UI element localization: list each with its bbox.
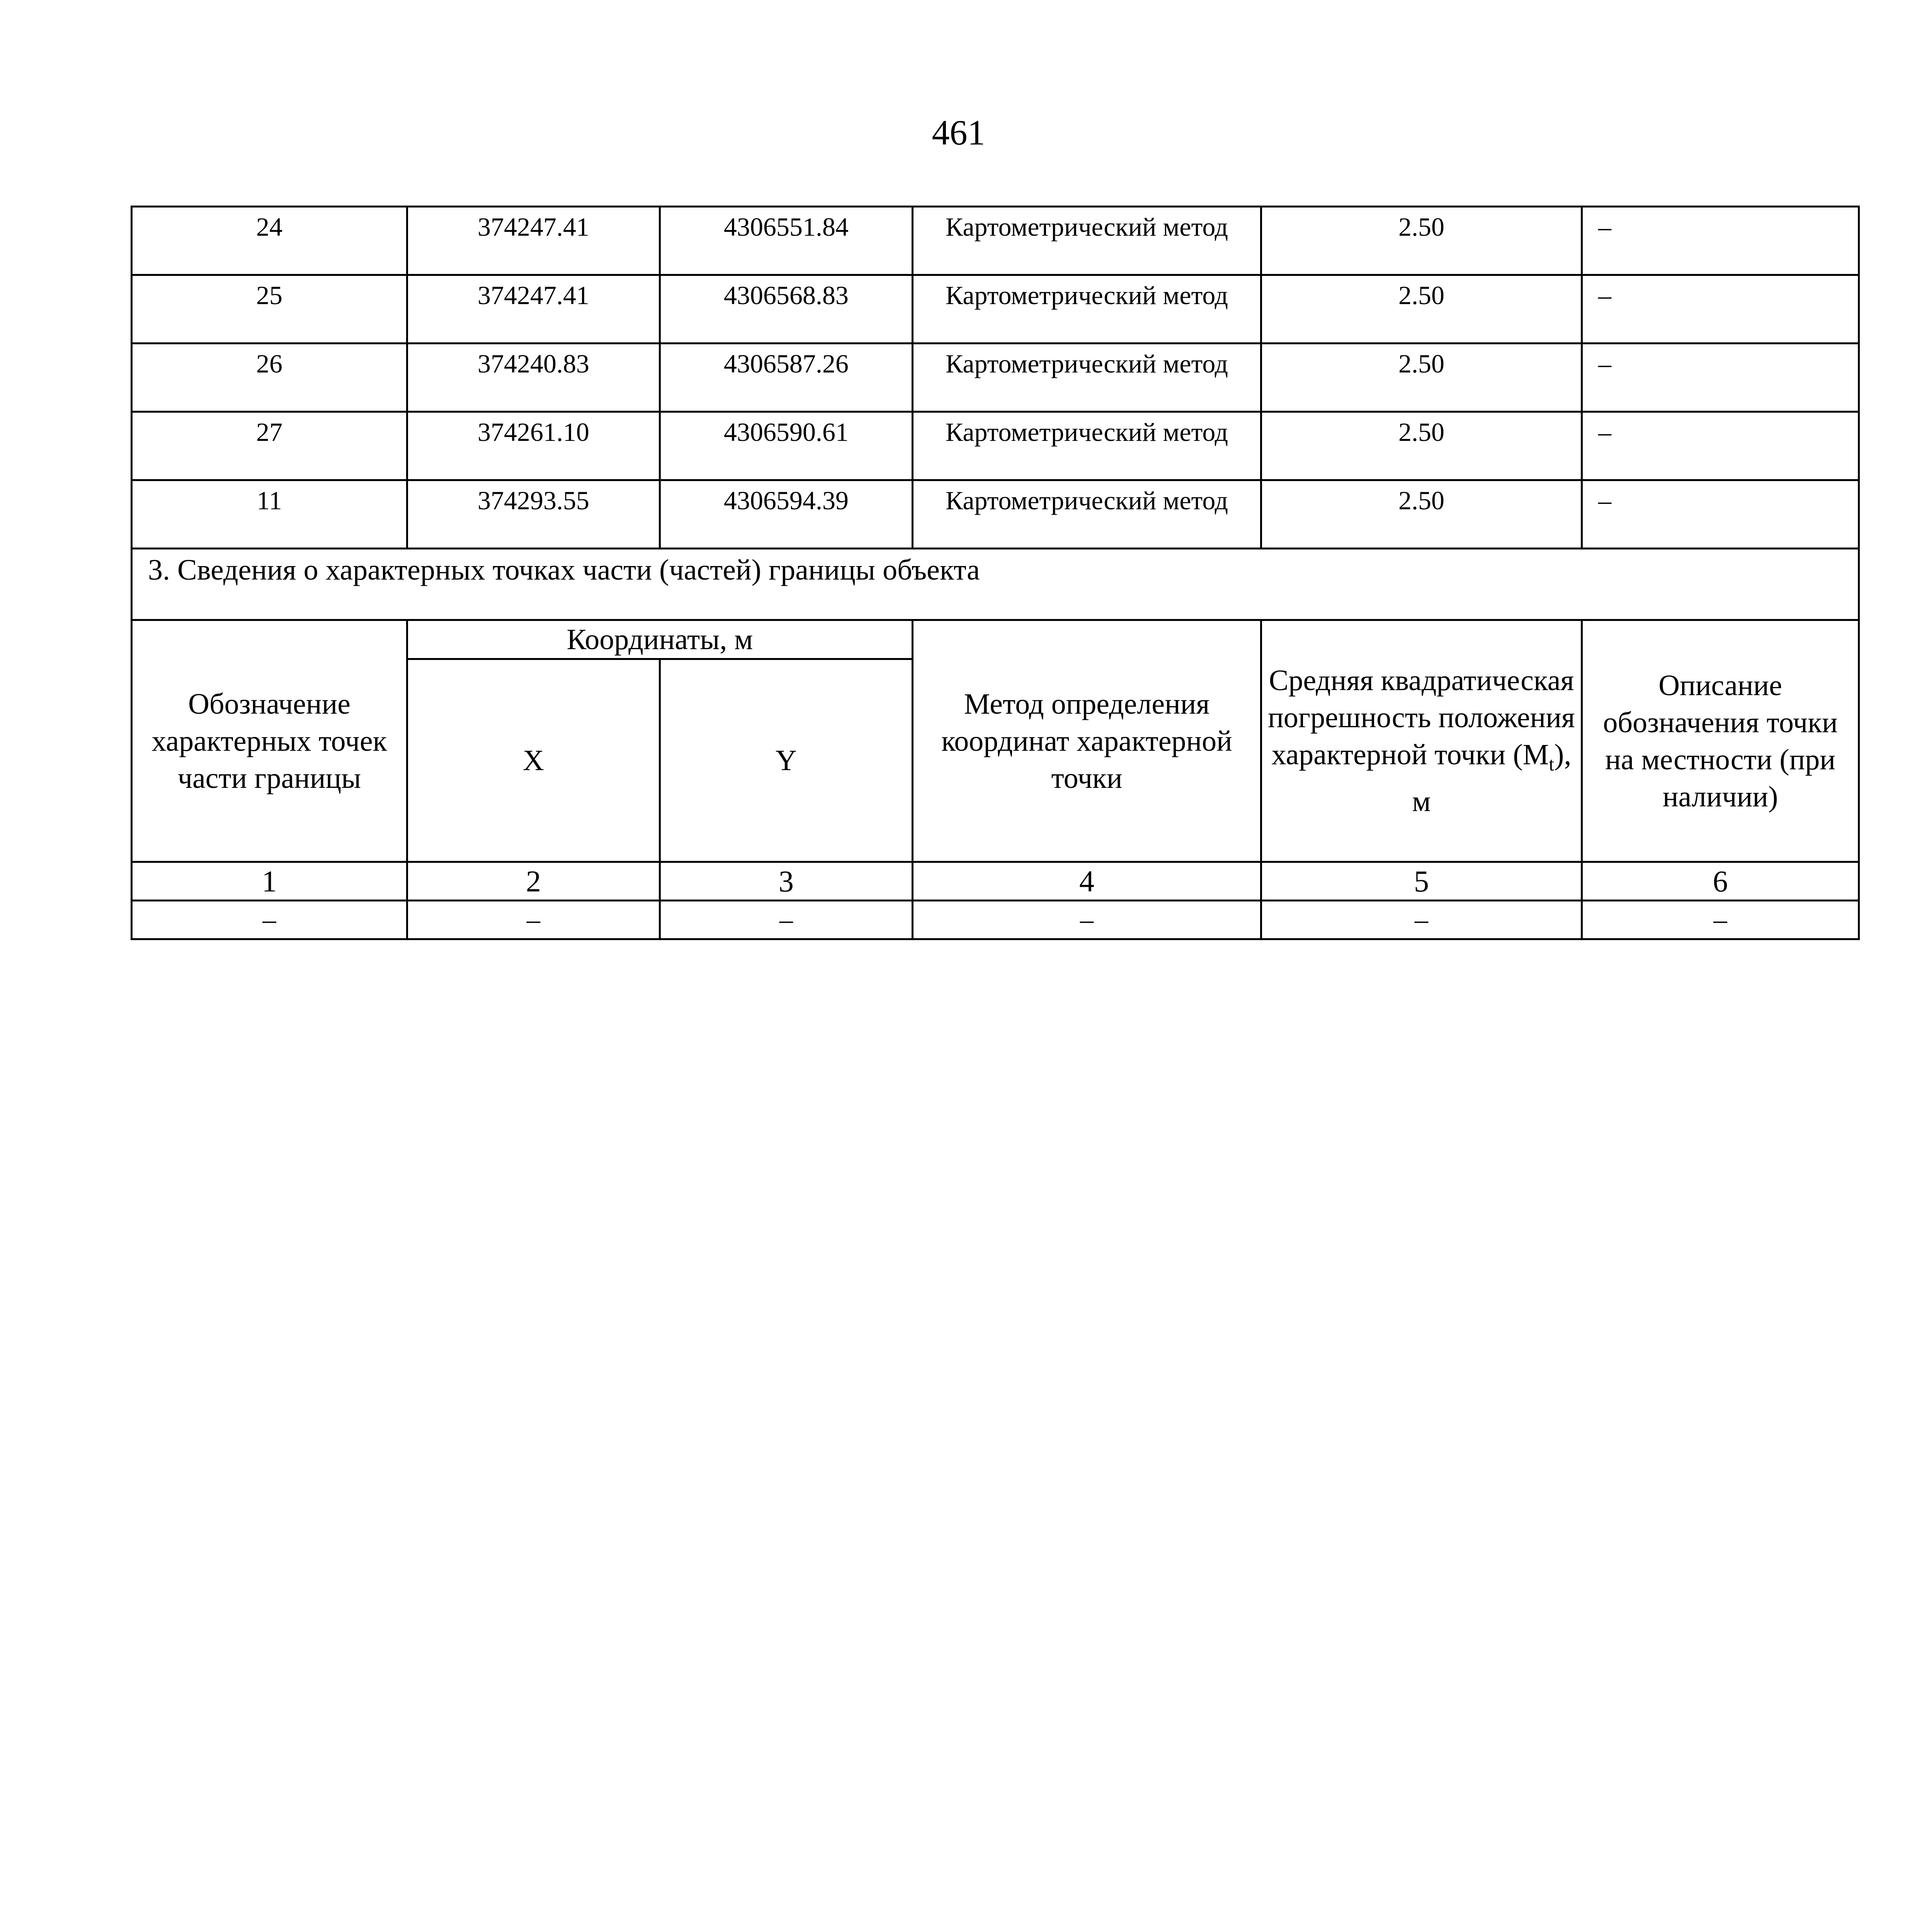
column-number: 2 (407, 862, 660, 901)
cell-point: 26 (132, 344, 407, 412)
cell-x: 374293.55 (407, 480, 660, 549)
cell-point: 24 (132, 207, 407, 275)
empty-cell: – (660, 901, 913, 939)
column-number: 6 (1582, 862, 1859, 901)
empty-cell: – (132, 901, 407, 939)
cell-x: 374247.41 (407, 275, 660, 344)
cell-point: 25 (132, 275, 407, 344)
empty-cell: – (407, 901, 660, 939)
table-row (132, 275, 1859, 344)
header-coordinates: Координаты, м (407, 620, 913, 659)
header-row (132, 620, 1859, 659)
cell-description: – (1582, 412, 1859, 480)
cell-y: 4306568.83 (660, 275, 913, 344)
cell-method: Картометрический метод (913, 480, 1261, 549)
header-error (1261, 620, 1582, 862)
cell-method: Картометрический метод (913, 412, 1261, 480)
cell-point: 27 (132, 412, 407, 480)
column-number: 5 (1261, 862, 1582, 901)
cell-description: – (1582, 275, 1859, 344)
cell-error: 2.50 (1261, 275, 1582, 344)
header-error-sub: t (1549, 753, 1555, 775)
empty-cell: – (913, 901, 1261, 939)
section-3-title: 3. Сведения о характерных точках части (частей) границы объекта (132, 549, 1859, 620)
column-number: 1 (132, 862, 407, 901)
cell-error: 2.50 (1261, 412, 1582, 480)
cell-method: Картометрический метод (913, 207, 1261, 275)
cell-description: – (1582, 480, 1859, 549)
header-point: Обозначение характерных точек части границы (132, 620, 407, 862)
column-numbers-row (132, 862, 1859, 901)
cell-x: 374261.10 (407, 412, 660, 480)
header-x: X (407, 659, 660, 862)
boundary-points-table (131, 206, 1860, 940)
cell-error: 2.50 (1261, 480, 1582, 549)
column-number: 4 (913, 862, 1261, 901)
empty-row (132, 901, 1859, 939)
header-y: Y (660, 659, 913, 862)
cell-method: Картометрический метод (913, 275, 1261, 344)
header-description: Описание обозначения точки на местности (при наличии) (1582, 620, 1859, 862)
cell-y: 4306551.84 (660, 207, 913, 275)
cell-y: 4306594.39 (660, 480, 913, 549)
cell-x: 374247.41 (407, 207, 660, 275)
empty-cell: – (1582, 901, 1859, 939)
cell-description: – (1582, 207, 1859, 275)
cell-error: 2.50 (1261, 344, 1582, 412)
header-error-text: Средняя квадратическая погрешность положения характерной точки (M (1268, 664, 1575, 771)
table-row (132, 344, 1859, 412)
cell-point: 11 (132, 480, 407, 549)
empty-cell: – (1261, 901, 1582, 939)
page-number: 461 (932, 113, 985, 152)
cell-description: – (1582, 344, 1859, 412)
column-number: 3 (660, 862, 913, 901)
cell-y: 4306590.61 (660, 412, 913, 480)
header-method: Метод определения координат характерной точки (913, 620, 1261, 862)
cell-y: 4306587.26 (660, 344, 913, 412)
cell-method: Картометрический метод (913, 344, 1261, 412)
cell-error: 2.50 (1261, 207, 1582, 275)
table-row (132, 207, 1859, 275)
table-row (132, 480, 1859, 549)
header-error-suffix: ), м (1412, 738, 1572, 818)
section-3-title-row (132, 549, 1859, 620)
table-row (132, 412, 1859, 480)
cell-x: 374240.83 (407, 344, 660, 412)
